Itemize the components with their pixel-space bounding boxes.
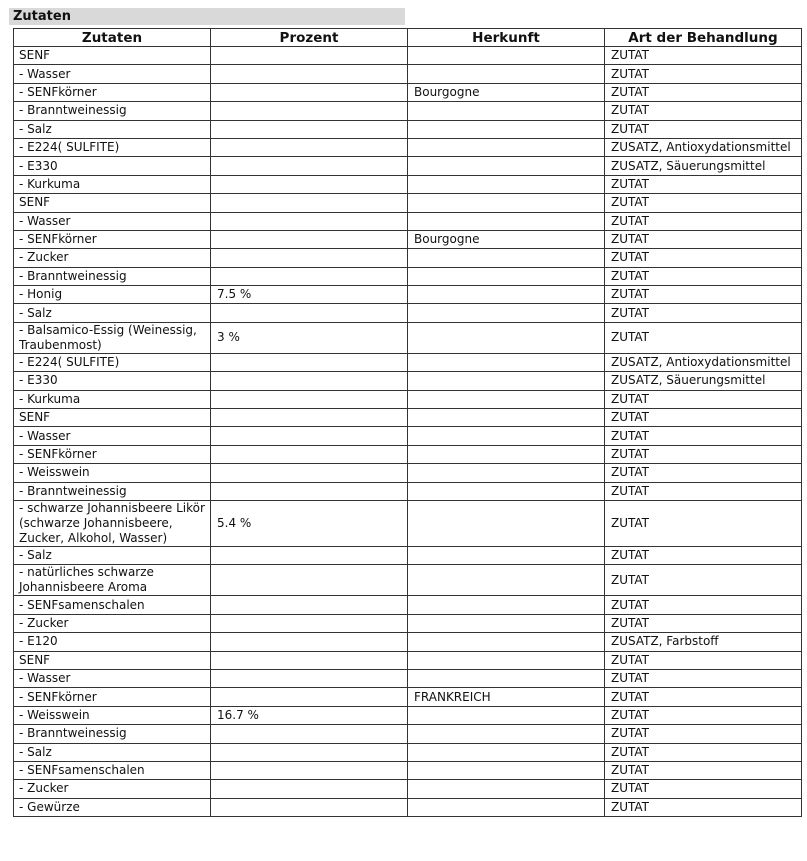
treatment-cell: ZUTAT: [605, 249, 802, 267]
origin-cell: [408, 482, 605, 500]
percent-cell: [211, 138, 408, 156]
table-row: [14, 780, 802, 798]
treatment-cell: ZUTAT: [605, 322, 802, 353]
treatment-cell: ZUTAT: [605, 798, 802, 816]
column-header-ingredients: Zutaten: [14, 29, 211, 47]
table-row: [14, 138, 802, 156]
treatment-cell: ZUTAT: [605, 546, 802, 564]
origin-cell: [408, 596, 605, 614]
treatment-cell: ZUTAT: [605, 267, 802, 285]
table-row: [14, 175, 802, 193]
treatment-cell: ZUTAT: [605, 482, 802, 500]
ingredient-cell: - natürliches schwarze Johannisbeere Aroma: [14, 565, 211, 596]
percent-cell: [211, 230, 408, 248]
table-row: [14, 614, 802, 632]
origin-cell: [408, 322, 605, 353]
treatment-cell: ZUTAT: [605, 212, 802, 230]
column-header-percent: Prozent: [211, 29, 408, 47]
origin-cell: [408, 725, 605, 743]
header-row: [14, 29, 802, 47]
ingredient-cell: - Branntweinessig: [14, 482, 211, 500]
percent-cell: [211, 633, 408, 651]
ingredient-cell: - Wasser: [14, 65, 211, 83]
origin-cell: [408, 445, 605, 463]
percent-cell: [211, 798, 408, 816]
percent-cell: [211, 482, 408, 500]
ingredient-cell: - Salz: [14, 743, 211, 761]
treatment-cell: ZUTAT: [605, 500, 802, 546]
percent-cell: [211, 614, 408, 632]
origin-cell: [408, 65, 605, 83]
origin-cell: [408, 464, 605, 482]
ingredient-cell: - E330: [14, 157, 211, 175]
percent-cell: [211, 157, 408, 175]
ingredient-cell: - SENFkörner: [14, 83, 211, 101]
origin-cell: [408, 212, 605, 230]
ingredient-cell: - schwarze Johannisbeere Likör (schwarze Johannisbeere, Zucker, Alkohol, Wasser): [14, 500, 211, 546]
origin-cell: [408, 102, 605, 120]
origin-cell: [408, 372, 605, 390]
ingredient-cell: - E120: [14, 633, 211, 651]
treatment-cell: ZUTAT: [605, 706, 802, 724]
table-row: [14, 445, 802, 463]
table-row: [14, 65, 802, 83]
ingredient-cell: - SENFkörner: [14, 230, 211, 248]
table-row: [14, 651, 802, 669]
table-row: [14, 798, 802, 816]
ingredient-cell: - SENFkörner: [14, 445, 211, 463]
origin-cell: FRANKREICH: [408, 688, 605, 706]
treatment-cell: ZUTAT: [605, 651, 802, 669]
percent-cell: [211, 565, 408, 596]
percent-cell: [211, 464, 408, 482]
treatment-cell: ZUTAT: [605, 445, 802, 463]
percent-cell: [211, 83, 408, 101]
percent-cell: 3 %: [211, 322, 408, 353]
ingredient-cell: - Salz: [14, 304, 211, 322]
treatment-cell: ZUTAT: [605, 390, 802, 408]
treatment-cell: ZUTAT: [605, 286, 802, 304]
percent-cell: [211, 353, 408, 371]
origin-cell: [408, 798, 605, 816]
percent-cell: [211, 688, 408, 706]
ingredient-cell: - Weisswein: [14, 464, 211, 482]
origin-cell: [408, 120, 605, 138]
treatment-cell: ZUTAT: [605, 83, 802, 101]
percent-cell: [211, 249, 408, 267]
ingredient-cell: - Honig: [14, 286, 211, 304]
table-row: [14, 669, 802, 687]
table-row: [14, 83, 802, 101]
table-row: [14, 267, 802, 285]
percent-cell: [211, 445, 408, 463]
treatment-cell: ZUTAT: [605, 304, 802, 322]
origin-cell: [408, 267, 605, 285]
percent-cell: [211, 546, 408, 564]
table-row: [14, 464, 802, 482]
table-row: [14, 286, 802, 304]
treatment-cell: ZUSATZ, Säuerungsmittel: [605, 157, 802, 175]
ingredient-cell: - Gewürze: [14, 798, 211, 816]
ingredient-cell: - Branntweinessig: [14, 102, 211, 120]
ingredient-cell: - Kurkuma: [14, 175, 211, 193]
treatment-cell: ZUSATZ, Farbstoff: [605, 633, 802, 651]
origin-cell: [408, 47, 605, 65]
table-row: [14, 353, 802, 371]
origin-cell: [408, 390, 605, 408]
ingredient-cell: SENF: [14, 194, 211, 212]
ingredient-cell: - Kurkuma: [14, 390, 211, 408]
table-row: [14, 688, 802, 706]
table-row: [14, 194, 802, 212]
treatment-cell: ZUTAT: [605, 565, 802, 596]
table-body: [14, 47, 802, 817]
table-row: [14, 102, 802, 120]
treatment-cell: ZUTAT: [605, 761, 802, 779]
ingredient-cell: - Weisswein: [14, 706, 211, 724]
table-row: [14, 47, 802, 65]
treatment-cell: ZUTAT: [605, 102, 802, 120]
table-row: [14, 120, 802, 138]
origin-cell: [408, 761, 605, 779]
origin-cell: [408, 175, 605, 193]
treatment-cell: ZUSATZ, Säuerungsmittel: [605, 372, 802, 390]
origin-cell: [408, 249, 605, 267]
origin-cell: Bourgogne: [408, 83, 605, 101]
table-row: [14, 706, 802, 724]
table-row: [14, 409, 802, 427]
percent-cell: [211, 65, 408, 83]
ingredient-cell: - E330: [14, 372, 211, 390]
treatment-cell: ZUTAT: [605, 427, 802, 445]
origin-cell: [408, 157, 605, 175]
origin-cell: [408, 614, 605, 632]
ingredient-cell: - Zucker: [14, 614, 211, 632]
table-row: [14, 212, 802, 230]
origin-cell: [408, 304, 605, 322]
percent-cell: [211, 427, 408, 445]
table-row: [14, 743, 802, 761]
percent-cell: [211, 304, 408, 322]
percent-cell: [211, 175, 408, 193]
percent-cell: [211, 390, 408, 408]
table-row: [14, 304, 802, 322]
origin-cell: [408, 780, 605, 798]
treatment-cell: ZUTAT: [605, 47, 802, 65]
percent-cell: [211, 651, 408, 669]
ingredient-cell: SENF: [14, 47, 211, 65]
treatment-cell: ZUTAT: [605, 725, 802, 743]
treatment-cell: ZUTAT: [605, 596, 802, 614]
percent-cell: [211, 409, 408, 427]
ingredient-cell: - Wasser: [14, 212, 211, 230]
percent-cell: 5.4 %: [211, 500, 408, 546]
origin-cell: [408, 669, 605, 687]
table-row: [14, 565, 802, 596]
treatment-cell: ZUTAT: [605, 780, 802, 798]
treatment-cell: ZUTAT: [605, 669, 802, 687]
table-row: [14, 249, 802, 267]
table-row: [14, 500, 802, 546]
table-row: [14, 322, 802, 353]
ingredient-cell: - E224( SULFITE): [14, 138, 211, 156]
percent-cell: [211, 596, 408, 614]
ingredient-cell: - Salz: [14, 120, 211, 138]
origin-cell: [408, 546, 605, 564]
treatment-cell: ZUTAT: [605, 175, 802, 193]
table-row: [14, 596, 802, 614]
origin-cell: [408, 706, 605, 724]
column-header-origin: Herkunft: [408, 29, 605, 47]
percent-cell: [211, 725, 408, 743]
origin-cell: [408, 743, 605, 761]
percent-cell: 7.5 %: [211, 286, 408, 304]
percent-cell: [211, 194, 408, 212]
ingredient-cell: - Salz: [14, 546, 211, 564]
ingredient-cell: - Branntweinessig: [14, 267, 211, 285]
ingredient-cell: - Wasser: [14, 669, 211, 687]
treatment-cell: ZUSATZ, Antioxydationsmittel: [605, 353, 802, 371]
origin-cell: [408, 633, 605, 651]
ingredient-cell: - Wasser: [14, 427, 211, 445]
percent-cell: [211, 372, 408, 390]
column-header-treatment: Art der Behandlung: [605, 29, 802, 47]
treatment-cell: ZUTAT: [605, 688, 802, 706]
table-row: [14, 633, 802, 651]
table-row: [14, 390, 802, 408]
origin-cell: [408, 286, 605, 304]
treatment-cell: ZUTAT: [605, 194, 802, 212]
treatment-cell: ZUTAT: [605, 120, 802, 138]
percent-cell: [211, 669, 408, 687]
percent-cell: [211, 267, 408, 285]
ingredient-cell: - SENFkörner: [14, 688, 211, 706]
percent-cell: [211, 743, 408, 761]
treatment-cell: ZUTAT: [605, 464, 802, 482]
ingredients-table: [13, 28, 802, 817]
origin-cell: [408, 427, 605, 445]
table-row: [14, 761, 802, 779]
table-row: [14, 427, 802, 445]
percent-cell: [211, 47, 408, 65]
table-row: [14, 725, 802, 743]
percent-cell: [211, 102, 408, 120]
origin-cell: Bourgogne: [408, 230, 605, 248]
percent-cell: 16.7 %: [211, 706, 408, 724]
treatment-cell: ZUTAT: [605, 614, 802, 632]
origin-cell: [408, 353, 605, 371]
ingredient-cell: - Balsamico-Essig (Weinessig, Traubenmost): [14, 322, 211, 353]
ingredient-cell: - Zucker: [14, 249, 211, 267]
origin-cell: [408, 409, 605, 427]
percent-cell: [211, 761, 408, 779]
treatment-cell: ZUSATZ, Antioxydationsmittel: [605, 138, 802, 156]
percent-cell: [211, 212, 408, 230]
origin-cell: [408, 194, 605, 212]
treatment-cell: ZUTAT: [605, 409, 802, 427]
table-row: [14, 230, 802, 248]
ingredient-cell: - SENFsamenschalen: [14, 761, 211, 779]
percent-cell: [211, 780, 408, 798]
section-title: Zutaten: [9, 8, 405, 25]
origin-cell: [408, 565, 605, 596]
origin-cell: [408, 138, 605, 156]
ingredient-cell: - Branntweinessig: [14, 725, 211, 743]
percent-cell: [211, 120, 408, 138]
table-row: [14, 482, 802, 500]
table-row: [14, 372, 802, 390]
ingredient-cell: SENF: [14, 409, 211, 427]
treatment-cell: ZUTAT: [605, 743, 802, 761]
ingredient-cell: SENF: [14, 651, 211, 669]
ingredient-cell: - Zucker: [14, 780, 211, 798]
table-row: [14, 157, 802, 175]
treatment-cell: ZUTAT: [605, 230, 802, 248]
ingredient-cell: - SENFsamenschalen: [14, 596, 211, 614]
table-row: [14, 546, 802, 564]
ingredient-cell: - E224( SULFITE): [14, 353, 211, 371]
origin-cell: [408, 500, 605, 546]
origin-cell: [408, 651, 605, 669]
treatment-cell: ZUTAT: [605, 65, 802, 83]
